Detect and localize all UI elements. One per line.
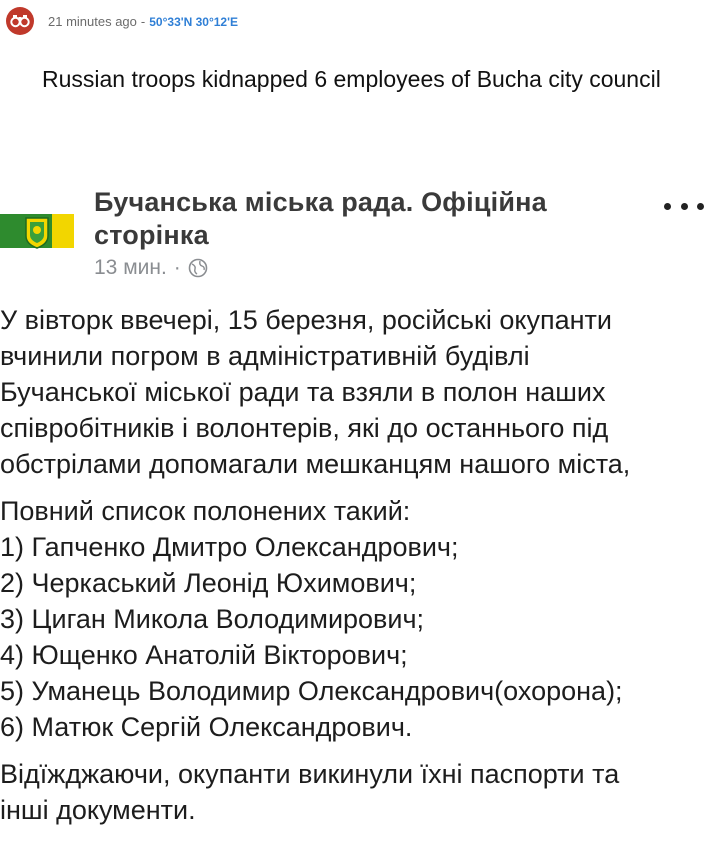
- text-line: інші документи.: [0, 795, 196, 825]
- list-item: 5) Уманець Володимир Олександрович(охорона);: [0, 676, 623, 706]
- text-line: вчинили погром в адміністративній будівлі: [0, 341, 530, 371]
- facebook-post-screenshot: [0, 172, 727, 844]
- time-separator: ·: [173, 256, 181, 279]
- post-time[interactable]: 13 мин.: [94, 256, 167, 279]
- list-item: 4) Ющенко Анатолій Вікторович;: [0, 640, 408, 670]
- text-line: Бучанської міської ради та взяли в полон наших: [0, 377, 606, 407]
- coordinates-link[interactable]: 50°33'N 30°12'E: [149, 14, 238, 29]
- list-item: 1) Гапченко Дмитро Олександрович;: [0, 532, 459, 562]
- text-line: обстрілами допомагали мешканцям нашого міста,: [0, 449, 631, 479]
- text-line: співробітників і волонтерів, які до останнього під: [0, 413, 609, 443]
- globe-icon: [188, 258, 208, 278]
- post-timestamp: [94, 256, 208, 280]
- post-meta-row: [6, 6, 238, 36]
- page-avatar: [0, 202, 74, 254]
- page-name[interactable]: Бучанська міська рада. Офіційна сторінка: [94, 187, 547, 250]
- list-item: 3) Циган Микола Володимирович;: [0, 604, 425, 634]
- list-item: 2) Черкаський Леонід Юхимович;: [0, 568, 417, 598]
- text-line: У вівторк ввечері, 15 березня, російські окупанти: [0, 305, 612, 335]
- time-ago: 21 minutes ago: [48, 13, 137, 29]
- binoculars-icon[interactable]: [6, 7, 34, 35]
- more-options-icon[interactable]: [664, 194, 704, 218]
- list-item: 6) Матюк Сергій Олександрович.: [0, 712, 413, 742]
- captives-list: [0, 493, 724, 745]
- paragraph-1: [0, 302, 724, 482]
- text-line: Відїжджаючи, окупанти викинули їхні паспорти та: [0, 759, 620, 789]
- news-headline: Russian troops kidnapped 6 employees of Bucha city council: [42, 66, 661, 92]
- paragraph-3: [0, 756, 724, 828]
- list-intro: Повний список полонених такий:: [0, 496, 411, 526]
- meta-text: [48, 14, 238, 29]
- meta-separator: -: [140, 13, 146, 29]
- post-body: [0, 302, 724, 828]
